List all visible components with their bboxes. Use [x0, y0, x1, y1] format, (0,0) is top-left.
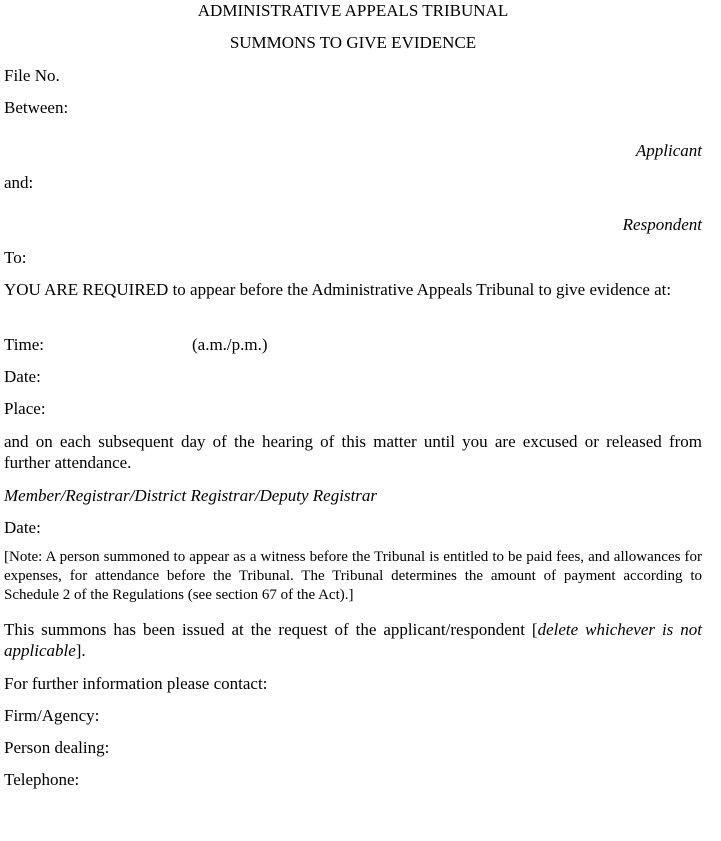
issued-request-text [4, 619, 702, 661]
requirement-text: YOU ARE REQUIRED to appear before the Administrative Appeals Tribunal to give evidence at: [4, 280, 672, 299]
officer-label: Member/Registrar/District Registrar/Deputy Registrar [4, 486, 378, 505]
and-label: and: [4, 173, 34, 192]
issued-prefix: This summons has been issued at the request of the applicant/respondent [ [4, 620, 538, 639]
telephone-label: Telephone: [4, 770, 80, 789]
continuation-text: and on each subsequent day of the hearing of this matter until you are excused or released from further attendance. [4, 432, 702, 472]
to-label: To: [4, 248, 27, 267]
person-dealing-label: Person dealing: [4, 738, 110, 757]
ampm-hint: (a.m./p.m.) [192, 335, 268, 354]
witness-fees-note: [Note: A person summoned to appear as a witness before the Tribunal is entitled to be paid fees, and allowances for expenses, for attendance before the Tribunal. The Tribunal determines the amount of payment according to Schedule 2 of the Regulations (see section 67 of the Act).] [4, 549, 702, 603]
firm-agency-label: Firm/Agency: [4, 706, 100, 725]
signature-date-label: Date: [4, 518, 41, 537]
tribunal-heading: ADMINISTRATIVE APPEALS TRIBUNAL [197, 1, 509, 20]
date-label: Date: [4, 367, 41, 386]
form-title: SUMMONS TO GIVE EVIDENCE [229, 33, 477, 52]
issued-italic-instruction: delete whichever is not applicable [4, 620, 702, 660]
place-label: Place: [4, 399, 46, 418]
contact-intro: For further information please contact: [4, 674, 268, 693]
file-no-label: File No. [4, 66, 60, 85]
between-label: Between: [4, 98, 69, 117]
respondent-label: Respondent [622, 215, 702, 234]
applicant-label: Applicant [635, 141, 702, 160]
time-label: Time: [4, 335, 45, 354]
issued-suffix: ]. [75, 641, 86, 660]
